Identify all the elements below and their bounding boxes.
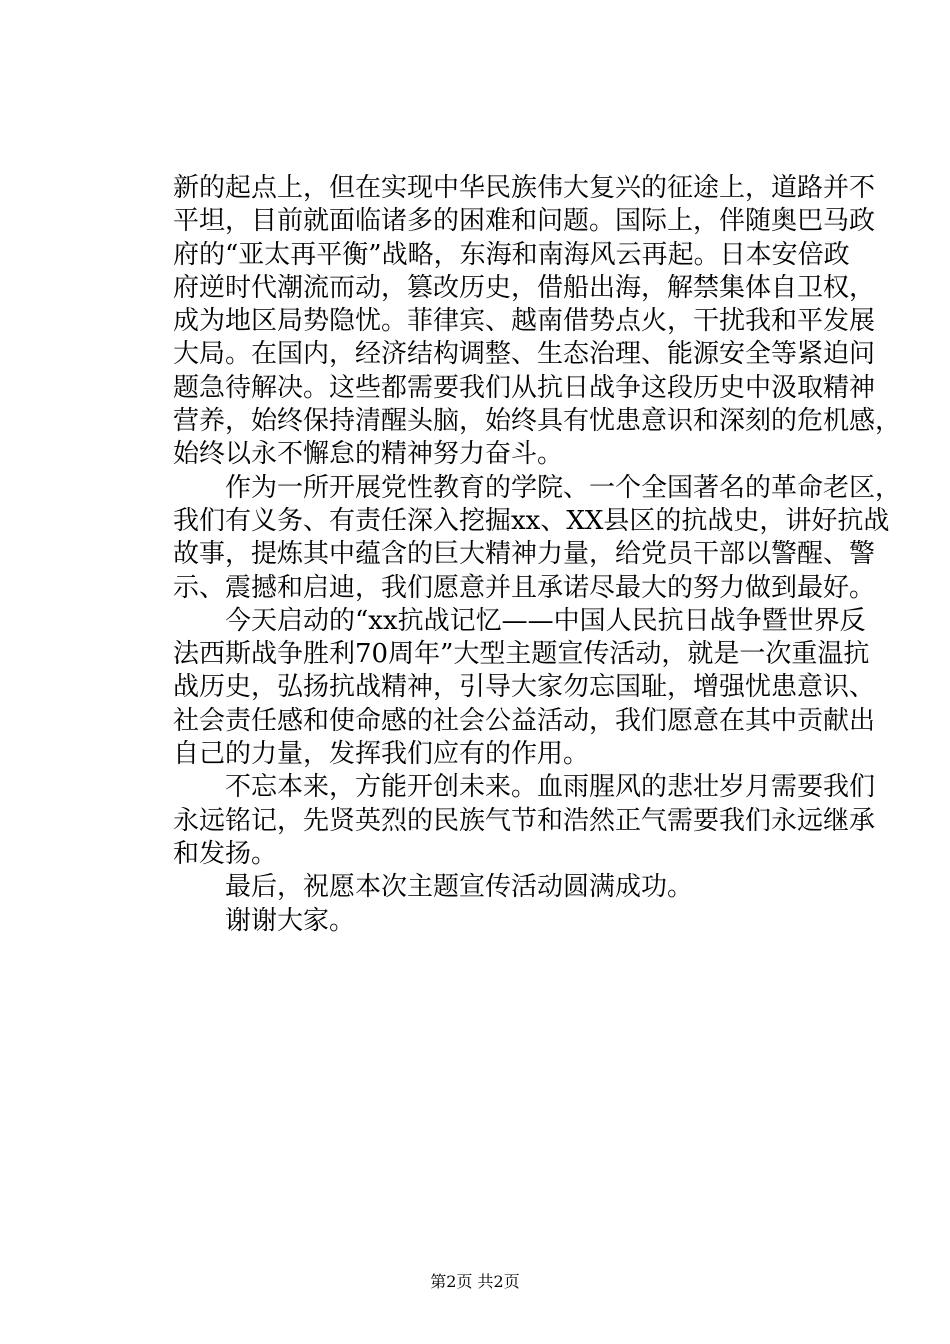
text-line: 府逆时代潮流而动，篡改历史，借船出海，解禁集体自卫权， xyxy=(173,272,876,303)
text-line: 谢谢大家。 xyxy=(173,905,356,936)
text-line: 营养，始终保持清醒头脑，始终具有忧患意识和深刻的危机感， xyxy=(173,406,902,437)
text-line: 法西斯战争胜利70周年”大型主题宣传活动，就是一次重温抗 xyxy=(173,639,870,670)
text-line: 永远铭记，先贤英烈的民族气节和浩然正气需要我们永远继承 xyxy=(173,805,876,836)
body-text xyxy=(173,172,902,938)
page-number-footer: 第2页 共2页 xyxy=(430,1272,520,1291)
text-line: 示、震撼和启迪，我们愿意并且承诺尽最大的努力做到最好。 xyxy=(173,572,876,603)
text-line: 成为地区局势隐忧。菲律宾、越南借势点火，干扰我和平发展 xyxy=(173,306,876,337)
text-line: 新的起点上，但在实现中华民族伟大复兴的征途上，道路并不 xyxy=(173,173,876,203)
text-line: 和发扬。 xyxy=(173,838,278,869)
text-line: 自己的力量，发挥我们应有的作用。 xyxy=(173,739,590,770)
text-line: 大局。在国内，经济结构调整、生态治理、能源安全等紧迫问 xyxy=(173,339,876,370)
text-line: 故事，提炼其中蕴含的巨大精神力量，给党员干部以警醒、警 xyxy=(173,539,876,570)
text-line: 我们有义务、有责任深入挖掘xx、XX县区的抗战史，讲好抗战 xyxy=(173,505,890,536)
text-line: 不忘本来，方能开创未来。血雨腥风的悲壮岁月需要我们 xyxy=(173,772,876,803)
text-line: 作为一所开展党性教育的学院、一个全国著名的革命老区， xyxy=(173,472,902,503)
text-line: 战历史，弘扬抗战精神，引导大家勿忘国耻，增强忧患意识、 xyxy=(173,672,876,703)
text-line: 今天启动的“xx抗战记忆——中国人民抗日战争暨世界反 xyxy=(173,605,866,636)
text-line: 平坦，目前就面临诸多的困难和问题。国际上，伴随奥巴马政 xyxy=(173,206,876,237)
text-line: 最后，祝愿本次主题宣传活动圆满成功。 xyxy=(173,872,694,903)
text-line: 题急待解决。这些都需要我们从抗日战争这段历史中汲取精神 xyxy=(173,372,876,403)
text-line: 府的“亚太再平衡”战略，东海和南海风云再起。日本安倍政 xyxy=(173,239,850,270)
text-line: 社会责任感和使命感的社会公益活动，我们愿意在其中贡献出 xyxy=(173,705,876,736)
text-line: 始终以永不懈怠的精神努力奋斗。 xyxy=(173,439,564,470)
